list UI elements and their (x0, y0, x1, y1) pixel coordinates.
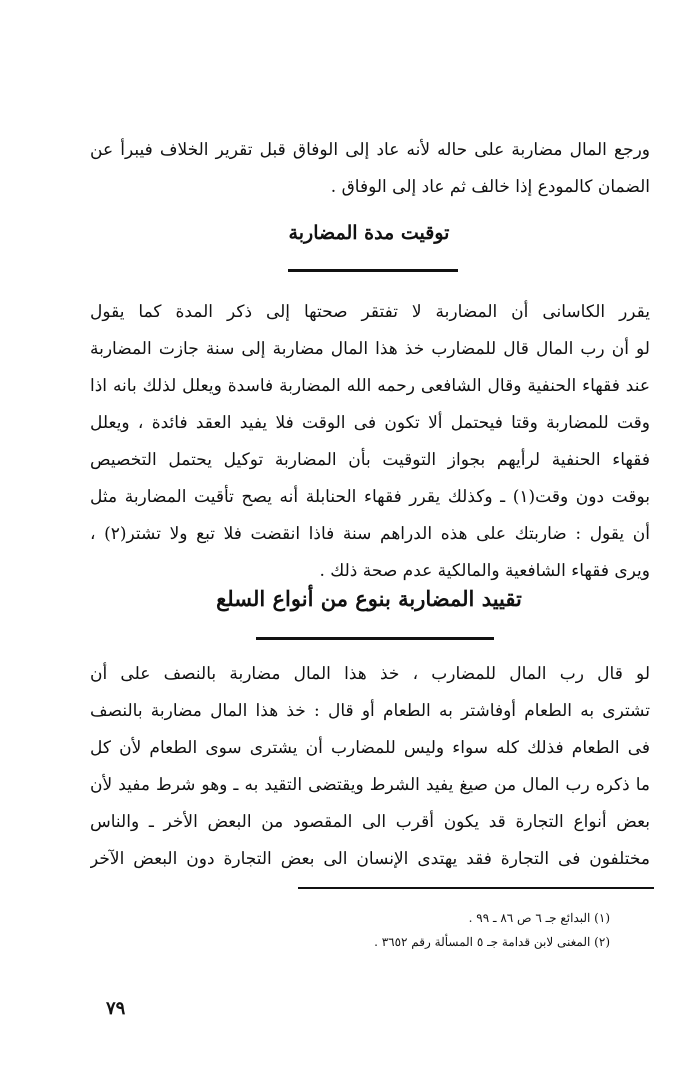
text-line: تشترى به الطعام أوفاشتر به الطعام أو قال : خذ هذا المال مضاربة بالنصف (90, 701, 650, 721)
text-line: يقرر الكاسانى أن المضاربة لا تفتقر صحتها إلى ذكر المدة كما يقول (90, 302, 650, 322)
paragraph-duration (90, 294, 650, 590)
text-line: ورجع المال مضاربة على حاله لأنه عاد إلى الوفاق قبل تقرير الخلاف فيبرأ عن (90, 140, 650, 160)
heading-underline (256, 637, 494, 640)
section-heading-goods: تقييد المضاربة بنوع من أنواع السلع (216, 586, 522, 611)
text-line: أن يقول : ضاربتك على هذه الدراهم سنة فاذا انقضت فلا تبع ولا تشتر(٢) ، (90, 524, 650, 544)
text-line: فقهاء الحنفية لرأيهم بجواز التوقيت بأن المضاربة توكيل يحتمل التخصيص (90, 450, 650, 470)
text-line: بوقت دون وقت(١) ـ وكذلك يقرر فقهاء الحنابلة أنه يصح تأقيت المضاربة مثل (90, 487, 650, 507)
paragraph-goods (90, 656, 650, 878)
page-number: ٧٩ (106, 998, 126, 1019)
text-line: فى الطعام فذلك كله سواء وليس للمضارب أن يشترى سوى الطعام لأن كل (90, 738, 650, 758)
paragraph-intro (90, 132, 650, 206)
text-line: الضمان كالمودع إذا خالف ثم عاد إلى الوفاق . (330, 177, 650, 197)
text-line: ويرى فقهاء الشافعية والمالكية عدم صحة ذلك . (319, 561, 650, 581)
text-line: عند فقهاء الحنفية وقال الشافعى رحمه الله المضاربة فاسدة ويعلل لذلك بانه اذا (90, 376, 650, 396)
text-line: مختلفون فى التجارة فقد يهتدى الإنسان الى بعض التجارة دون البعض الآخر (90, 849, 650, 869)
text-line: وقت للمضاربة وقتا فيحتمل ألا تكون فى الوقت فلا يفيد العقد فائدة ، ويعلل (90, 413, 650, 433)
text-line: بعض أنواع التجارة قد يكون أقرب الى المقصود من البعض الأخر ـ والناس (90, 812, 650, 832)
footnote-2: (٢) المغنى لابن قدامة جـ ٥ المسألة رقم ٣٦٥٢ . (374, 935, 610, 949)
text-line: لو أن رب المال قال للمضارب خذ هذا المال مضاربة إلى سنة جازت المضاربة (90, 339, 650, 359)
text-line: لو قال رب المال للمضارب ، خذ هذا المال مضاربة بالنصف على أن (90, 664, 650, 684)
footnotes (200, 906, 610, 954)
footnote-separator (298, 887, 654, 889)
section-heading-duration: توقيت مدة المضاربة (288, 222, 450, 244)
text-line: ما ذكره رب المال من صيغ يفيد الشرط ويقتضى التقيد به ـ وهو شرط مفيد لأن (90, 775, 650, 795)
footnote-1: (١) البدائع جـ ٦ ص ٨٦ ـ ٩٩ . (468, 911, 610, 925)
heading-underline (288, 269, 458, 272)
